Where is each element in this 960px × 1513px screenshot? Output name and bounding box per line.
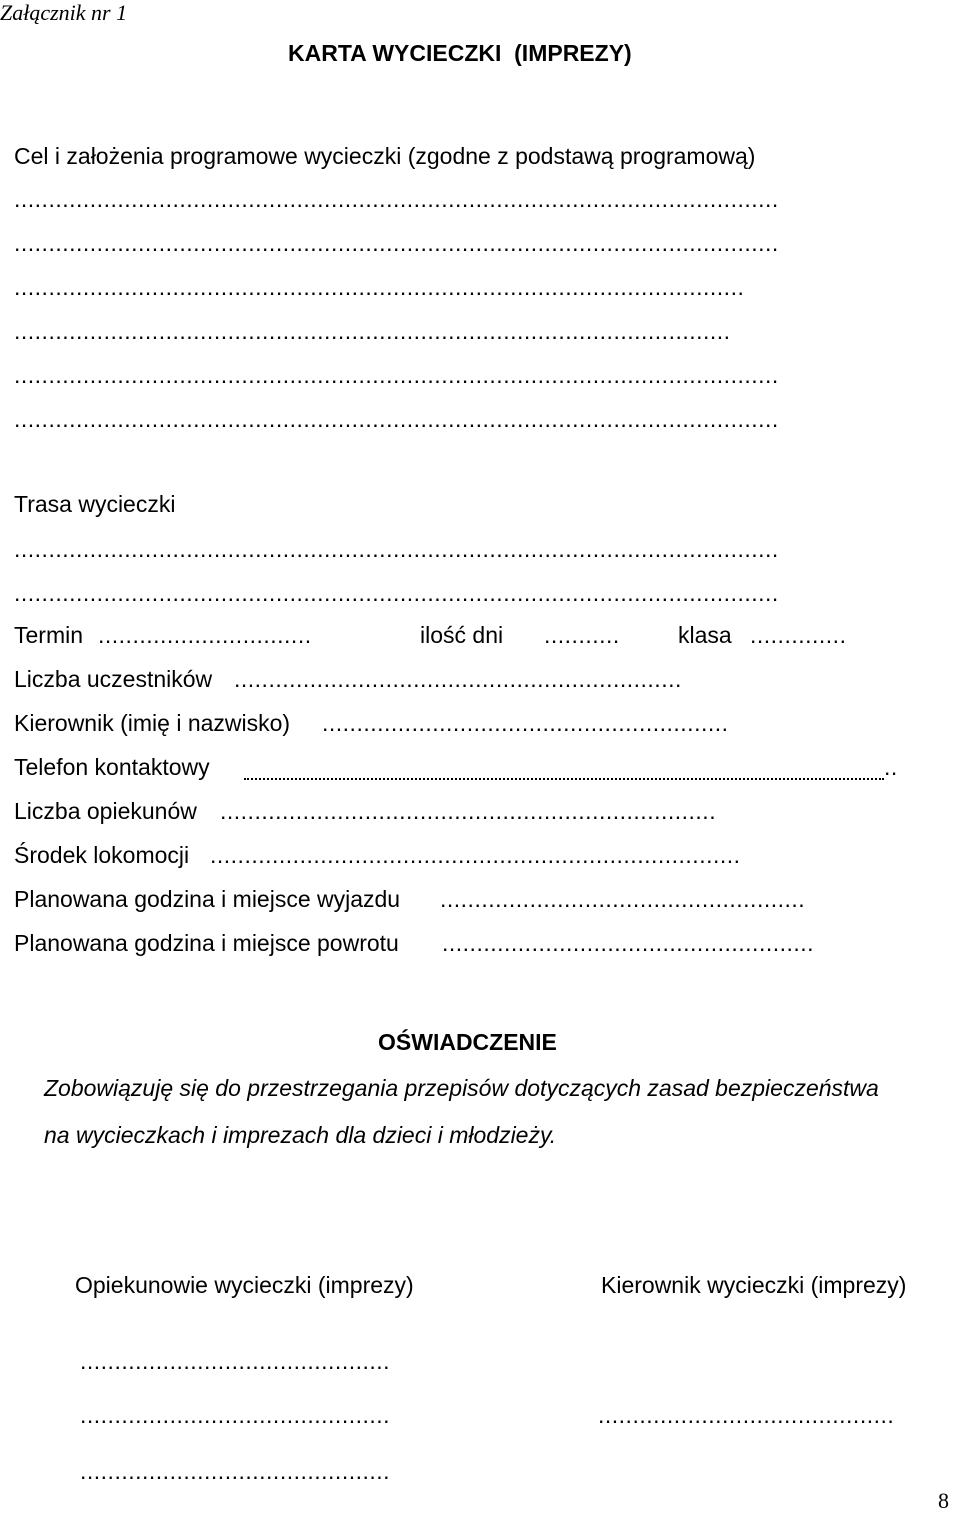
- attachment-label: Załącznik nr 1: [0, 0, 128, 25]
- guardian-signature-line-1: .............................................: [80, 1350, 391, 1373]
- guardian-signature-line-2: .............................................: [80, 1404, 391, 1427]
- termin-dots: ...............................: [98, 624, 312, 647]
- ilosc-dni-label: ilość dni: [420, 622, 504, 648]
- document-title: KARTA WYCIECZKI (IMPREZY): [288, 40, 632, 66]
- goals-line-1: ...............................................................................................................: [14, 188, 779, 211]
- srodek-label: Środek lokomocji: [14, 842, 190, 868]
- ilosc-dni-dots: ...........: [544, 624, 620, 647]
- route-label: Trasa wycieczki: [14, 491, 176, 517]
- goals-label: Cel i założenia programowe wycieczki (zgodne z podstawą programową): [14, 143, 756, 169]
- declaration-line-1: Zobowiązuję się do przestrzegania przepisów dotyczących zasad bezpieczeństwa: [44, 1075, 879, 1101]
- goals-line-4: ........................................................................................................: [14, 320, 731, 343]
- goals-line-3: ..........................................................................................................: [14, 276, 745, 299]
- goals-line-5: ...............................................................................................................: [14, 364, 779, 387]
- uczestnicy-dots: .................................................................: [234, 668, 682, 691]
- route-line-2: ...............................................................................................................: [14, 582, 779, 605]
- leader-label: Kierownik wycieczki (imprezy): [601, 1272, 907, 1298]
- wyjazd-dots: .....................................................: [440, 888, 806, 911]
- telefon-dots: ..: [884, 756, 898, 779]
- kierownik-label: Kierownik (imię i nazwisko): [14, 710, 291, 736]
- srodek-dots: .............................................................................: [210, 844, 741, 867]
- leader-signature-line: ...........................................: [598, 1404, 895, 1427]
- declaration-line-2: na wycieczkach i imprezach dla dzieci i młodzieży.: [44, 1122, 557, 1148]
- telefon-label: Telefon kontaktowy: [14, 754, 210, 780]
- termin-label: Termin: [14, 622, 84, 648]
- klasa-label: klasa: [678, 622, 732, 648]
- guardian-signature-line-3: .............................................: [80, 1460, 391, 1483]
- powrot-label: Planowana godzina i miejsce powrotu: [14, 930, 399, 956]
- declaration-title: OŚWIADCZENIE: [378, 1029, 557, 1055]
- page-number: 8: [938, 1488, 949, 1513]
- kierownik-dots: ...........................................................: [322, 712, 729, 735]
- telefon-dotted-line: [244, 778, 884, 780]
- opiekunowie-label: Liczba opiekunów: [14, 798, 197, 824]
- goals-line-6: ...............................................................................................................: [14, 408, 779, 431]
- uczestnicy-label: Liczba uczestników: [14, 666, 213, 692]
- route-line-1: ...............................................................................................................: [14, 538, 779, 561]
- opiekunowie-dots: ........................................................................: [220, 800, 717, 823]
- powrot-dots: ......................................................: [442, 932, 815, 955]
- wyjazd-label: Planowana godzina i miejsce wyjazdu: [14, 886, 401, 912]
- klasa-dots: ..............: [750, 624, 847, 647]
- goals-line-2: ...............................................................................................................: [14, 232, 779, 255]
- guardians-label: Opiekunowie wycieczki (imprezy): [75, 1272, 414, 1298]
